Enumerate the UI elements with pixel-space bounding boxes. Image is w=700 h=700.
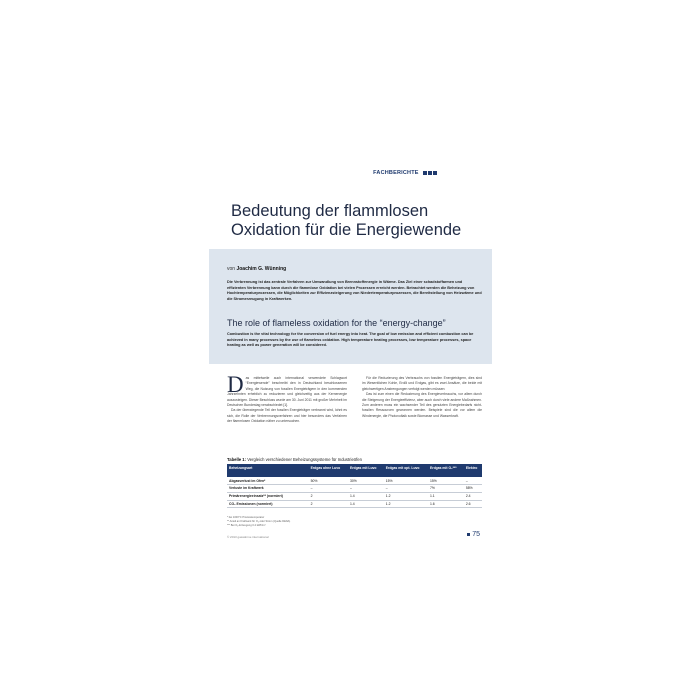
table-header-cell: Beheizungsart xyxy=(227,464,309,477)
table-header-cell: Erdgas ohne Luvo xyxy=(309,464,348,477)
drop-cap: D xyxy=(227,372,244,397)
author-name: Joachim G. Wünning xyxy=(236,266,287,272)
section-squares-icon xyxy=(423,171,437,175)
table-cell: 1.1 xyxy=(428,492,464,500)
comparison-table xyxy=(227,464,482,508)
table-cell: 1.6 xyxy=(428,500,464,508)
page-number xyxy=(467,531,480,538)
table-row xyxy=(227,484,482,492)
table-cell: 30% xyxy=(348,477,384,484)
table-cell: 2 xyxy=(309,492,348,500)
table-cell: – xyxy=(384,484,428,492)
table-cell: 2.6 xyxy=(464,500,482,508)
table-header-cell: Elektro xyxy=(464,464,482,477)
table-header-cell: Erdgas mit Luvo xyxy=(348,464,384,477)
table-row xyxy=(227,500,482,508)
table-cell: – xyxy=(309,484,348,492)
table-cell: CO₂ Emissionen (normiert) xyxy=(227,500,309,508)
table-cell: 7% xyxy=(428,484,464,492)
body-column-left xyxy=(227,372,347,425)
document-page xyxy=(209,150,492,545)
table-caption-label: Tabelle 1: xyxy=(227,457,247,462)
table-cell: 1.2 xyxy=(384,492,428,500)
table-cell: Verluste im Kraftwerk xyxy=(227,484,309,492)
table-header-cell: Erdgas mit opt. Luvo xyxy=(384,464,428,477)
body-paragraph: Für die Reduzierung des Verbrauchs von fossilen Energieträgern, dies sind im Wesentlichen Kohle, Erdöl und Erdgas, gibt es zwei Ansätze, die beide mit gleichwertigen Anstrengungen verfolgt werden müssen: xyxy=(362,376,482,391)
table-cell: – xyxy=(348,484,384,492)
body-paragraph-text: as mittelweile auch international verwendete Schlagwort “Energiewende” beschreibt den in Deutschland beschlossenen Weg, die Nutzung von fossilen Energieträgern in den kommenden Jahrzehnten erheblich zu reduzieren und gleichzeitig aus der Kernenergie auszusteigen. Dieser Beschluss wurde am 30. Juni 2011 mit großer Mehrheit im Deutschen Bundestag verabschiedet [1]. xyxy=(227,376,347,408)
table-cell: Abgasverlust im Ofen* xyxy=(227,477,309,484)
table-cell: 1.2 xyxy=(384,500,428,508)
body-paragraph: Das ist zum einen die Reduzierung des Energieverbrauchs, vor allem durch die Steigerung der Energieeffizienz, aber auch durch viele andere Maßnahmen. Zum anderen muss ein wachsender Teil des genutzten Energiebedarfs nicht-fossilen Ressourcen gewonnen werden. Beispiele sind die vor allem die Windenergie, die Photovoltaik sowie Biomasse und Wasserkraft. xyxy=(362,392,482,418)
table-header-row xyxy=(227,464,482,477)
table-caption xyxy=(227,457,362,462)
abstract-english: Combustion is the vital technology for the conversion of fuel energy into heat. The goal of low emission and efficient combustion can be achieved in many processes by the use of flameless oxidation. High temperature heating processes, low temperature processes, space heating as well as power generation will be considered. xyxy=(227,332,474,348)
article-title-line1: Bedeutung der flammlosen xyxy=(231,202,429,220)
table-cell: 58% xyxy=(464,484,482,492)
section-label xyxy=(373,170,437,176)
section-label-text: FACHBERICHTE xyxy=(373,170,419,176)
abstract-german: Die Verbrennung ist das zentrale Verfahren zur Umwandlung von Brennstoffenergie in Wärme. Das Ziel einer schadstoffarmen und effizienten Verbrennung kann durch die flammlose Oxidation bei vielen Prozessen erreicht werden. Betrachtet werden die Beheizung von Hochtemperaturprozessen, die Möglichkeiten zur Effizienzsteigerung von Niedertemperaturprozessen, die Bereitstellung von Heizwärme und die Stromerzeugung in Kraftwerken. xyxy=(227,280,482,301)
page-marker-icon xyxy=(467,533,471,537)
table-cell: 2 xyxy=(309,500,348,508)
table-footnotes xyxy=(227,516,290,527)
table-header-cell: Erdgas mit O₂*** xyxy=(428,464,464,477)
body-paragraph xyxy=(227,372,347,408)
table-cell: 2.4 xyxy=(464,492,482,500)
footnote: *** Bei O₂-Erzeugung 0.4 kWh/m³ xyxy=(227,523,266,527)
author-prefix: von xyxy=(227,266,236,272)
body-column-right xyxy=(362,376,482,419)
body-paragraph: Da der überwiegende Teil der fossilen Energieträger verbrannt wird, lohnt es sich, die Rolle der Verbrennungsverfahren und hier besonders das Verfahren der flammlosen Oxidation näher zu untersuchen. xyxy=(227,408,347,424)
page-number-text: 75 xyxy=(472,531,480,538)
footnote: * bei 1000°C Prozesstemperatur xyxy=(227,516,265,519)
body-text xyxy=(227,372,482,456)
table-caption-text: Vergleich verschiedener Beheizungssysteme für Industrieöfen xyxy=(247,457,362,462)
english-title: The role of flameless oxidation for the “energy-change” xyxy=(227,318,446,328)
table-row xyxy=(227,477,482,484)
table-cell: – xyxy=(464,477,482,484)
abstract-box xyxy=(209,249,492,364)
article-title xyxy=(231,202,481,240)
table-cell: 15% xyxy=(384,477,428,484)
author-line xyxy=(227,266,286,272)
table-row xyxy=(227,492,482,500)
table-cell: Primärenergieeinsatz** (normiert) xyxy=(227,492,309,500)
footer-copyright: © 2013 gaswärme international xyxy=(227,535,269,539)
table-cell: 1.4 xyxy=(348,500,384,508)
table-cell: 50% xyxy=(309,477,348,484)
table-cell: 1.4 xyxy=(348,492,384,500)
table-cell: 15% xyxy=(428,477,464,484)
article-title-line2: Oxidation für die Energiewende xyxy=(231,221,462,239)
footnote: ** Anteil an Kraftwerk für O₂ oder Strom (Quelle DENA) xyxy=(227,519,291,523)
